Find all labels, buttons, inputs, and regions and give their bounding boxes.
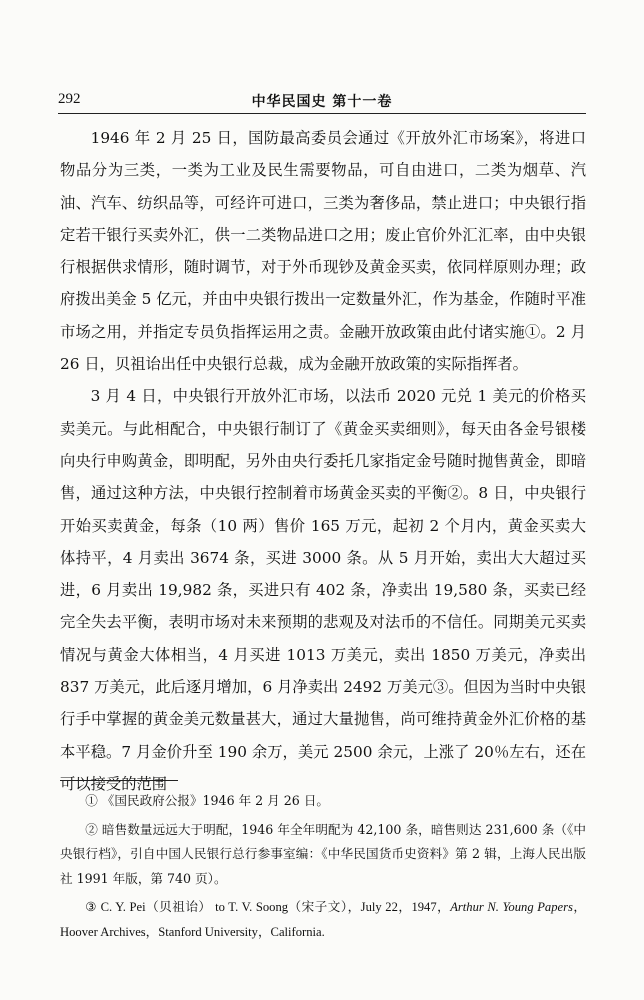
page-number: 292 [58,91,81,107]
footnote-3-post: ，Hoover Archives，Stanford University，California. [60,900,586,939]
paragraph-1: 1946 年 2 月 25 日，国防最高委员会通过《开放外汇市场案》，将进口物品分为三类，一类为工业及民生需要物品，可自由进口，二类为烟草、汽油、汽车、纺织品等，可经许可进口，三类为奢侈品，禁止进口；中央银行指定若干银行买卖外汇，供一二类物品进口之用；废止官价外汇汇率，由中央银行根据供求情形，随时调节，对于外币现钞及黄金买卖，依同样原则办理；政府拨出美金 5 亿元，并由中央银行拨出一定数量外汇，作为基金，作随时平准市场之用，并指定专员负指挥运用之责。金融开放政策由此付诸实施①。2 月 26 日，贝祖诒出任中央银行总裁，成为金融开放政策的实际指挥者。 [60,129,586,374]
footnote-2: ② 暗售数量远远大于明配，1946 年全年明配为 42,100 条，暗售则达 231,600 条（《中央银行档》，引自中国人民银行总行参事室编：《中华民国货币史资料》第 2 辑，上海人民出版社 1991 年版，第 740 页）。 [60,821,586,886]
footnotes [60,789,586,948]
body-text [60,122,586,800]
header-rule [58,113,586,114]
page-header [58,91,586,117]
footnote-1: ① 《国民政府公报》1946 年 2 月 26 日。 [85,793,330,808]
running-title: 中华民国史 第十一卷 [251,94,393,110]
footnote-3 [60,895,586,944]
footnote-3-pre: ③ C. Y. Pei（贝祖诒） to T. V. Soong（宋子文），July 22，1947， [85,900,451,914]
footnote-rule [60,780,178,781]
paragraph-2: 3 月 4 日，中央银行开放外汇市场，以法币 2020 元兑 1 美元的价格买卖美元。与此相配合，中央银行制订了《黄金买卖细则》，每天由各金号银楼向央行申购黄金，即明配，另外由央行委托几家指定金号随时抛售黄金，即暗售，通过这种方法，中央银行控制着市场黄金买卖的平衡②。8 日，中央银行开始买卖黄金，每条（10 两）售价 165 万元，起初 2 个月内，黄金买卖大体持平，4 月卖出 3674 条，买进 3000 条。从 5 月开始，卖出大大超过买进，6 月卖出 19,982 条，买进只有 402 条，净卖出 19,580 条，买卖已经完全失去平衡，表明市场对未来预期的悲观及对法币的不信任。同期美元买卖情况与黄金大体相当，4 月买进 1013 万美元，卖出 1850 万美元，净卖出 837 万美元，此后逐月增加，6 月净卖出 2492 万美元③。但因为当时中央银行手中掌握的黄金美元数量甚大，通过大量抛售，尚可维持黄金外汇价格的基本平稳。7 月金价升至 190 余万，美元 2500 余元，上涨了 20％左右，还在可以接受的范围 [60,387,586,793]
footnote-3-title: Arthur N. Young Papers [450,900,573,914]
